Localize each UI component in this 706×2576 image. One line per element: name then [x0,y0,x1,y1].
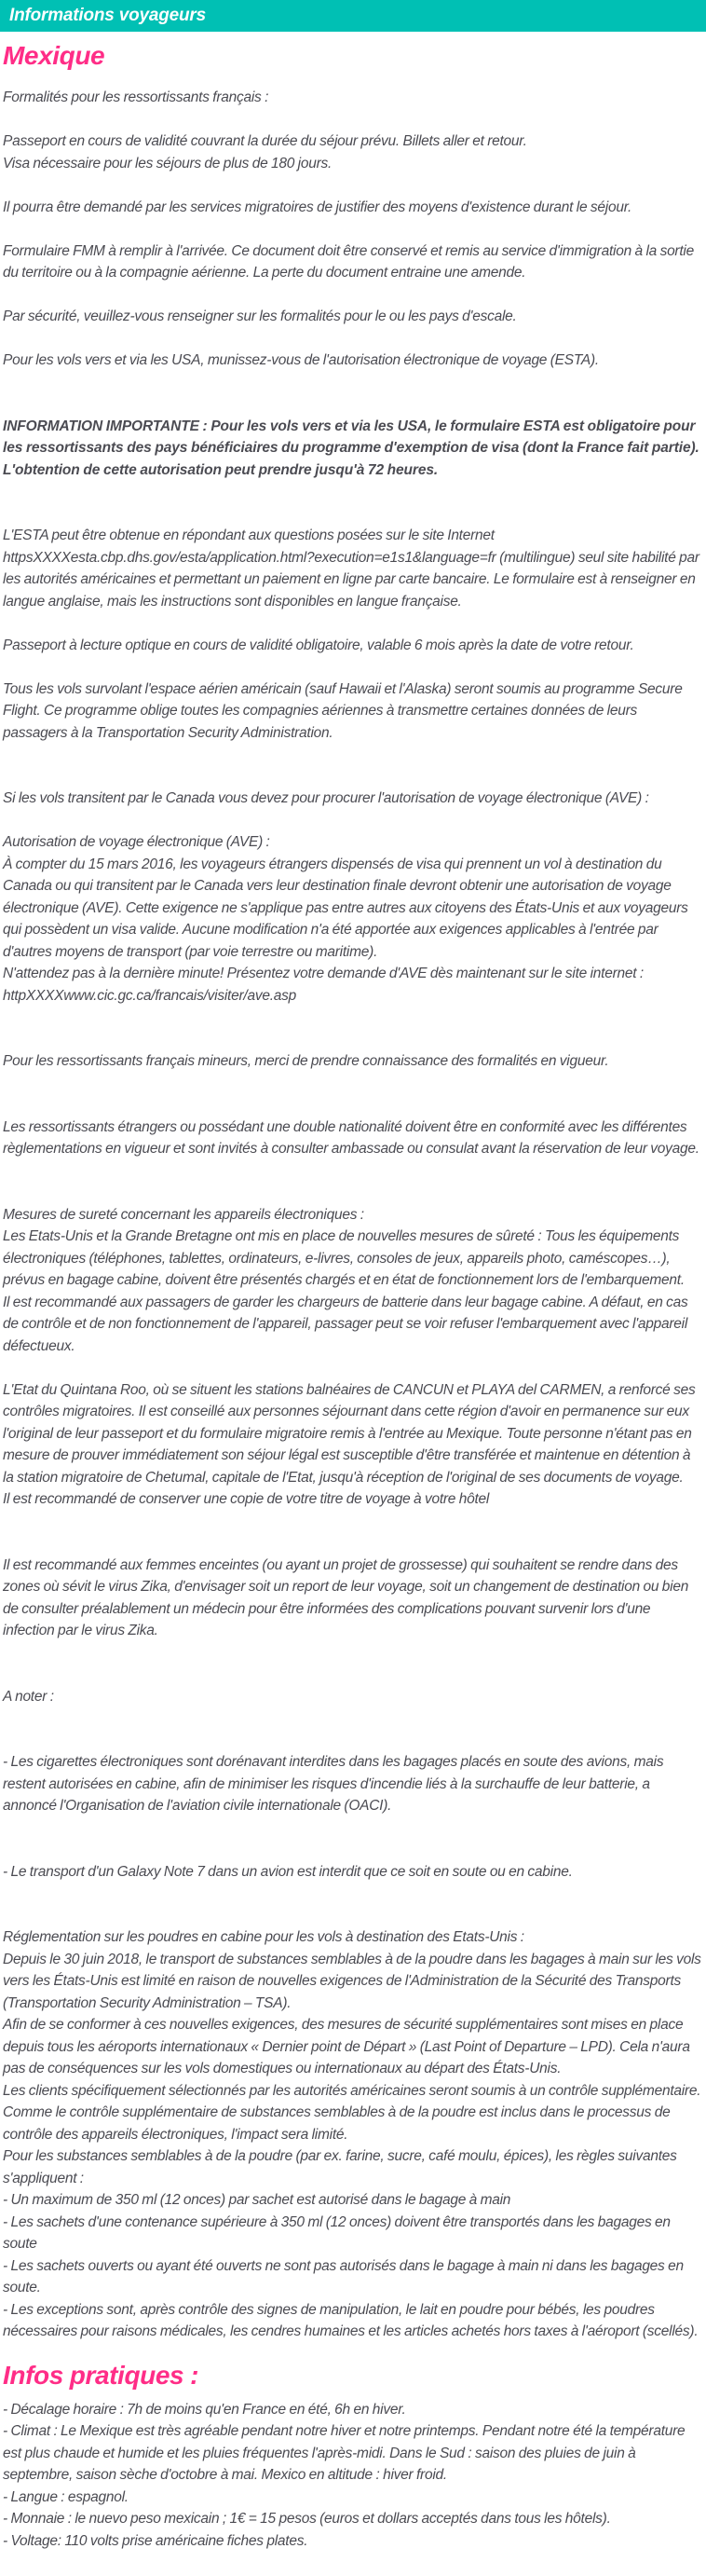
paragraph: - Les sachets d'une contenance supérieure à 350 ml (12 onces) doivent être transportés dans les bagages en soute [3,2213,671,2252]
blank-line [3,218,702,240]
paragraph: Réglementation sur les poudres en cabine pour les vols à destination des Etats-Unis : [3,1929,524,1945]
paragraph: Formalités pour les ressortissants français : [3,89,269,105]
blank-line [3,372,702,394]
blank-line [3,1532,702,1555]
blank-line [3,1094,702,1117]
paragraph: - Langue : espagnol. [3,2488,129,2505]
paragraph: Les Etats-Unis et la Grande Bretagne ont mis en place de nouvelles mesures de sûreté : Tous les équipements électroniques (téléphones, tablettes, ordinateurs, e-livres, consoles de jeux, appareils photo, caméscopes…), prévus en bagage cabine, doivent être présentés chargés et en état de fonctionnement lors de l'embarquement. [3,1228,685,1288]
blank-line [3,284,702,307]
blank-line [3,1883,702,1905]
paragraph: - Les cigarettes électroniques sont dorénavant interdites dans les bagages placés en soute des avions, mais restent autorisées en cabine, afin de minimiser les risques d'incendie liés à la surchauffe de leur batterie, a annoncé l'Organisation de l'aviation civile internationale (OACI). [3,1754,664,1814]
paragraph: - Décalage horaire : 7h de moins qu'en France en été, 6h en hiver. [3,2401,406,2418]
blank-line [3,1182,702,1204]
paragraph: Formulaire FMM à remplir à l'arrivée. Ce document doit être conservé et remis au service d'immigration à la sortie du territoire ou à la compagnie aérienne. La perte du document entraine une amende. [3,242,694,281]
blank-line [3,1357,702,1379]
content-blocks [3,87,702,2552]
blank-line [3,481,702,503]
country-title: Mexique [3,41,105,70]
paragraph: Mesures de sureté concernant les appareils électroniques : [3,1206,364,1223]
paragraph: Pour les vols vers et via les USA, munissez-vous de l'autorisation électronique de voyage (ESTA). [3,352,599,368]
paragraph: Depuis le 30 juin 2018, le transport de substances semblables à de la poudre dans les bagages à main sur les vols vers les États-Unis est limité en raison de nouvelles exigences de l'Administration de la Sécurité des Transports (Transportation Security Administration – TSA). [3,1951,701,2011]
paragraph: Comme le contrôle supplémentaire de substances semblables à de la poudre est inclus dans le processus de contrôle des appareils électroniques, l'impact sera limité. [3,2104,671,2143]
paragraph: A noter : [3,1688,54,1705]
blank-line [3,1642,702,1665]
infos-pratiques-heading: Infos pratiques : [3,2360,198,2390]
paragraph: Il est recommandé aux femmes enceintes (ou ayant un projet de grossesse) qui souhaitent se rendre dans des zones où sévit le virus Zika, d'envisager soit un report de leur voyage, soit un changement de destination ou bien de consulter préalablement un médecin pour être informées des complications pouvant survenir lors d'une infection par le virus Zika. [3,1556,689,1638]
paragraph: - Le transport d'un Galaxy Note 7 dans un avion est interdit que ce soit en soute ou en cabine. [3,1863,573,1880]
paragraph: Autorisation de voyage électronique (AVE) : [3,834,270,850]
blank-line [3,1905,702,1927]
blank-line [3,744,702,766]
paragraph: L'Etat du Quintana Roo, où se situent les stations balnéaires de CANCUN et PLAYA del CARMEN, a renforcé ses contrôles migratoires. Il est conseillé aux personnes séjournant dans cette région d'avoir en permanence sur eux l'original de leur passeport et du formulaire migratoire remis à l'entrée au Mexique. Toute personne n'étant pas en mesure de prouver immédiatement son séjour légal est susceptible d'être transférée et maintenue en détention à la station migratoire de Chetumal, capitale de l'Etat, jusqu'à réception de l'original de ses documents de voyage. [3,1381,696,1486]
paragraph: L'ESTA peut être obtenue en répondant aux questions posées sur le site Internet httpsXXXXesta.cbp.dhs.gov/esta/application.html?execution=e1s1&language=fr (multilingue) seul site habilité par les autorités américaines et permettant un paiement en ligne par carte bancaire. Le formulaire est à renseigner en langue anglaise, mais les instructions sont disponibles en langue française. [3,528,699,610]
blank-line [3,393,702,416]
blank-line [3,656,702,678]
paragraph: Pour les ressortissants français mineurs, merci de prendre connaissance des formalités en vigueur. [3,1053,609,1069]
paragraph: Les ressortissants étrangers ou possédant une double nationalité doivent être en conformité avec les différentes règlementations en vigueur et sont invités à consulter ambassade ou consulat avant la réservation de leur voyage. [3,1118,699,1157]
paragraph: N'attendez pas à la dernière minute! Présentez votre demande d'AVE dès maintenant sur le site internet : httpXXXXwww.cic.gc.ca/francais/visiter/ave.asp [3,966,644,1004]
blank-line [3,1664,702,1686]
blank-line [3,1817,702,1840]
blank-line [3,503,702,526]
paragraph: Afin de se conformer à ces nouvelles exigences, des mesures de sécurité supplémentaires sont mises en place depuis tous les aéroports internationaux « Dernier point de Départ » (Last Point of Departure – LPD). Cela n'aura pas de conséquences sur les vols domestiques ou internationaux au départ des États-Unis. [3,2017,690,2076]
paragraph: À compter du 15 mars 2016, les voyageurs étrangers dispensés de visa qui prennent un vol à destination du Canada ou qui transitent par le Canada vers leur destination finale devront obtenir une autorisation de voyage électronique (AVE). Cette exigence ne s'applique pas entre autres aux citoyens des États-Unis et aux voyageurs qui possèdent un visa valide. Aucune modification n'a été apportée aux exigences applicables à l'entrée par d'autres moyens de transport (par voie terrestre ou maritime). [3,856,688,960]
blank-line [3,1707,702,1730]
blank-line [3,1839,702,1861]
paragraph: - Voltage: 110 volts prise américaine fiches plates. [3,2532,308,2549]
travel-info-page [0,40,706,2576]
paragraph: Visa nécessaire pour les séjours de plus de 180 jours. [3,155,333,171]
blank-line [3,328,702,350]
paragraph: - Les exceptions sont, après contrôle des signes de manipulation, le lait en poudre pour bébés, les poudres nécessaires pour raisons médicales, les cendres humaines et les articles achetés hors taxes à l'aéroport (scellés). [3,2301,699,2339]
paragraph: Passeport en cours de validité couvrant la durée du séjour prévu. Billets aller et retour. [3,133,527,149]
blank-line [3,1007,702,1029]
paragraph: Passeport à lecture optique en cours de validité obligatoire, valable 6 mois après la date de votre retour. [3,637,634,653]
blank-line [3,810,702,832]
paragraph: - Climat : Le Mexique est très agréable pendant notre hiver et notre printemps. Pendant notre été la température est plus chaude et humide et les pluies fréquentes l'après-midi. Dans le Sud : saison des pluies de juin à septembre, saison sèche d'octobre à mai. Mexico en altitude : hiver froid. [3,2423,686,2483]
blank-line [3,174,702,197]
paragraph: Si les vols transitent par le Canada vous devez pour procurer l'autorisation de voyage électronique (AVE) : [3,790,649,806]
paragraph: Tous les vols survolant l'espace aérien américain (sauf Hawaii et l'Alaska) seront soumis au programme Secure Flight. Ce programme oblige toutes les compagnies aériennes à transmettre certaines données de leurs passagers à la Transportation Security Administration. [3,680,683,741]
paragraph: Pour les substances semblables à de la poudre (par ex. farine, sucre, café moulu, épices), les règles suivantes s'appliquent : [3,2148,677,2186]
blank-line [3,1730,702,1752]
blank-line [3,1511,702,1533]
blank-line [3,1073,702,1095]
paragraph: Il est recommandé de conserver une copie de votre titre de voyage à votre hôtel [3,1491,490,1507]
blank-line [3,766,702,788]
important-notice: INFORMATION IMPORTANTE : Pour les vols vers et via les USA, le formulaire ESTA est obligatoire pour les ressortissants des pays bénéficiaires du programme d'exemption de visa (dont la France fait partie). L'obtention de cette autorisation peut prendre jusqu'à 72 heures. [3,418,699,478]
blank-line [3,109,702,131]
paragraph: - Les sachets ouverts ou ayant été ouverts ne sont pas autorisés dans le bagage à main ni dans les bagages en soute. [3,2257,684,2295]
paragraph: - Un maximum de 350 ml (12 onces) par sachet est autorisé dans le bagage à main [3,2192,511,2208]
section-header-title: Informations voyageurs [9,6,206,25]
section-header-bar [0,0,706,32]
paragraph: Les clients spécifiquement sélectionnés par les autorités américaines seront soumis à un contrôle supplémentaire. [3,2082,701,2099]
paragraph: Il est recommandé aux passagers de garder les chargeurs de batterie dans leur bagage cabine. A défaut, en cas de contrôle et de non fonctionnement de l'appareil, passager peut se voir refuser l'embarquement avec l'appareil défectueux. [3,1294,688,1354]
paragraph: Par sécurité, veuillez-vous renseigner sur les formalités pour le ou les pays d'escale. [3,308,517,324]
blank-line [3,1160,702,1183]
blank-line [3,1029,702,1051]
paragraph: - Monnaie : le nuevo peso mexicain ; 1€ = 15 pesos (euros et dollars acceptés dans tous les hôtels). [3,2511,611,2527]
paragraph: Il pourra être demandé par les services migratoires de justifier des moyens d'existence durant le séjour. [3,199,632,215]
blank-line [3,612,702,635]
